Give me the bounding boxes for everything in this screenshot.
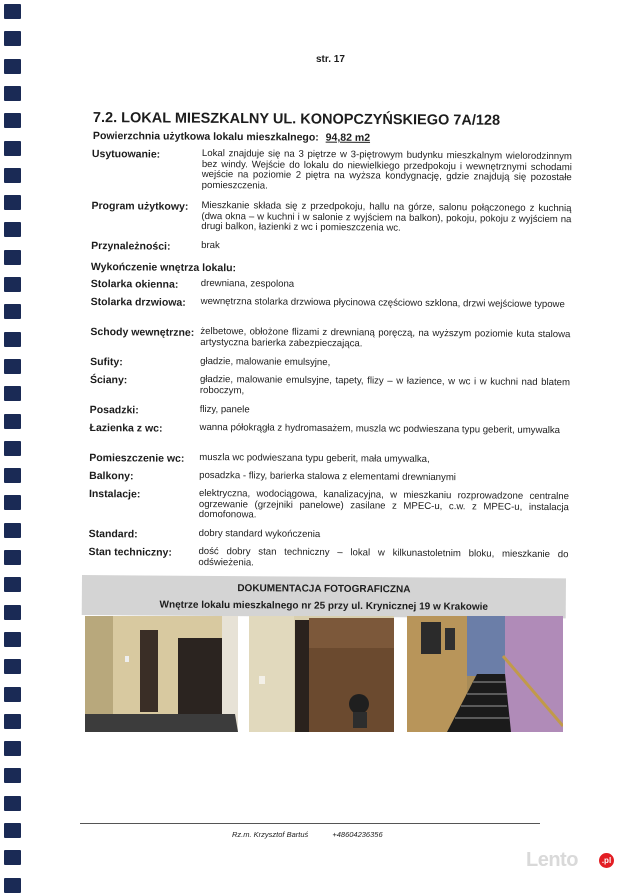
usable-area xyxy=(93,130,370,144)
binding-hole xyxy=(4,550,21,565)
footer-divider xyxy=(80,823,540,824)
spec-row xyxy=(92,148,572,195)
spec-row xyxy=(89,488,569,524)
spec-label: Ściany: xyxy=(89,373,128,387)
binding-hole xyxy=(4,250,21,265)
spec-label: Stolarka drzwiowa: xyxy=(90,295,186,309)
spec-row xyxy=(88,546,568,571)
binding-hole xyxy=(4,687,21,702)
spec-label: Program użytkowy: xyxy=(91,199,189,213)
spec-label: Stan techniczny: xyxy=(88,545,172,559)
photo-documentation-subtitle: Wnętrze lokalu mieszkalnego nr 25 przy ul. Krynicznej 19 w Krakowie xyxy=(159,599,489,613)
binding-hole xyxy=(4,414,21,429)
binding-hole xyxy=(4,59,21,74)
spec-value: posadzka - flizy, barierka stalowa z elementami drewnianymi xyxy=(199,469,457,484)
spec-row xyxy=(89,528,569,543)
binding-hole xyxy=(4,632,21,647)
spec-row xyxy=(90,260,571,275)
binding-hole xyxy=(4,304,21,319)
usable-area-label: Powierzchnia użytkowa lokalu mieszkalnego: xyxy=(92,130,319,144)
binding-hole xyxy=(4,605,21,620)
photo-documentation-banner xyxy=(82,575,566,618)
spec-value: gładzie, malowanie emulsyjne, tapety, flizy – w łazience, w wc i w kuchni nad blatem roboczym, xyxy=(199,373,571,396)
binding-hole xyxy=(4,714,21,729)
watermark-logo: Lento xyxy=(526,849,578,871)
footer xyxy=(232,830,383,839)
binding-hole xyxy=(4,823,21,838)
spec-value: Lokal znajduje się na 3 piętrze w 3-piętrowym budynku mieszkalnym wielorodzinnym bez windy. Wejście do lokalu do niewielkiego przedpokoju i wewnętrznymi schodami wejście na poziomie 2 piętra na wyższa kondygnację, gdzie znajdują się pozostałe pomieszczenia. xyxy=(201,147,572,192)
spec-label: Pomieszczenie wc: xyxy=(89,451,185,465)
property-specification xyxy=(88,147,572,569)
spec-value: żelbetowe, obłożone flizami z drewnianą poręczą, na wyższym poziomie kuta stalowa artystyczna barierka zabezpieczająca. xyxy=(200,325,571,349)
spec-row xyxy=(91,278,571,293)
binding-hole xyxy=(4,195,21,210)
spec-row xyxy=(90,374,570,399)
spec-label: Stolarka okienna: xyxy=(90,277,179,291)
binding-hole xyxy=(4,850,21,865)
spec-row xyxy=(91,296,571,311)
spec-row xyxy=(91,240,571,255)
section-title: 7.2. LOKAL MIESZKALNY UL. KONOPCZYŃSKIEGO 7A/128 xyxy=(92,110,501,129)
spec-label: Balkony: xyxy=(89,469,134,483)
binding-hole xyxy=(4,741,21,756)
spec-row xyxy=(91,200,571,236)
binding-hole xyxy=(4,386,21,401)
spec-value: muszla wc podwieszana typu geberit, mała umywalka, xyxy=(199,451,430,465)
binding-hole xyxy=(4,113,21,128)
spec-row xyxy=(90,326,570,351)
spec-row xyxy=(90,356,570,371)
spec-row xyxy=(90,422,570,437)
usable-area-value: 94,82 m2 xyxy=(325,131,371,144)
binding-hole xyxy=(4,659,21,674)
binding-hole xyxy=(4,495,21,510)
photo-staircase xyxy=(407,616,563,732)
spec-row xyxy=(89,452,569,467)
binding-hole xyxy=(4,468,21,483)
spec-value: gładzie, malowanie emulsyjne, xyxy=(200,355,331,369)
spec-label: Sufity: xyxy=(90,355,123,369)
photo-hallway xyxy=(85,616,238,732)
spec-value: drewniana, zespolona xyxy=(200,277,295,290)
spec-value: wewnętrzna stolarka drzwiowa płycinowa częściowo szklona, drzwi wejściowe typowe xyxy=(200,295,565,311)
spec-row xyxy=(90,404,570,419)
spec-value: dość dobry stan techniczny – lokal w kilkunastoletnim bloku, mieszkanie do odświeżenia. xyxy=(198,545,569,569)
spec-value: brak xyxy=(201,239,220,252)
watermark-logo-badge: .pl xyxy=(599,853,614,868)
photo-room-door xyxy=(249,616,394,732)
spec-label: Posadzki: xyxy=(89,403,139,417)
spec-value: elektryczna, wodociągowa, kanalizacyjna, w mieszkaniu rozprowadzone centralne ogrzewanie (grzejniki panelowe) zasilane z MPEC-u, c.w. z MPEC-u, instalacja domofonowa. xyxy=(198,487,570,521)
binding-hole xyxy=(4,31,21,46)
footer-phone: +48604236356 xyxy=(332,830,383,839)
page-number: str. 17 xyxy=(316,54,345,65)
binding-hole xyxy=(4,441,21,456)
binding-hole xyxy=(4,332,21,347)
binding-hole xyxy=(4,523,21,538)
spec-value: flizy, panele xyxy=(199,403,250,416)
binding-hole xyxy=(4,359,21,374)
spec-label: Instalacje: xyxy=(88,487,141,501)
spec-row xyxy=(89,470,569,485)
binding-hole xyxy=(4,4,21,19)
spec-value: wanna półokrągła z hydromasażem, muszla wc podwieszana typu geberit, umywalka xyxy=(199,421,561,437)
binding-hole xyxy=(4,277,21,292)
spec-label: Łazienka z wc: xyxy=(89,421,163,435)
spec-label: Wykończenie wnętrza lokalu: xyxy=(90,260,237,275)
binding-hole xyxy=(4,168,21,183)
binding-hole xyxy=(4,796,21,811)
spec-value: Mieszkanie składa się z przedpokoju, hallu na górze, salonu połączonego z kuchnią (dwa okna – w kuchni i w salonie z wyjściem na balkon), pokoju, pokoju z wyjściem na drugi balkon, łazienki z wc i pomieszczenia wc. xyxy=(201,199,572,234)
spec-label: Schody wewnętrzne: xyxy=(90,325,195,339)
binding-hole xyxy=(4,222,21,237)
binding-hole xyxy=(4,768,21,783)
spec-value: dobry standard wykończenia xyxy=(198,527,321,541)
spec-label: Przynależności: xyxy=(91,239,171,253)
photo-documentation-title: DOKUMENTACJA FOTOGRAFICZNA xyxy=(237,583,411,596)
binding-hole xyxy=(4,86,21,101)
binding-hole xyxy=(4,577,21,592)
spec-label: Standard: xyxy=(88,527,138,541)
binding-hole xyxy=(4,141,21,156)
footer-author: Rz.m. Krzysztof Bartuś xyxy=(232,830,309,839)
spiral-binding xyxy=(0,0,22,880)
spec-label: Usytuowanie: xyxy=(91,148,161,161)
